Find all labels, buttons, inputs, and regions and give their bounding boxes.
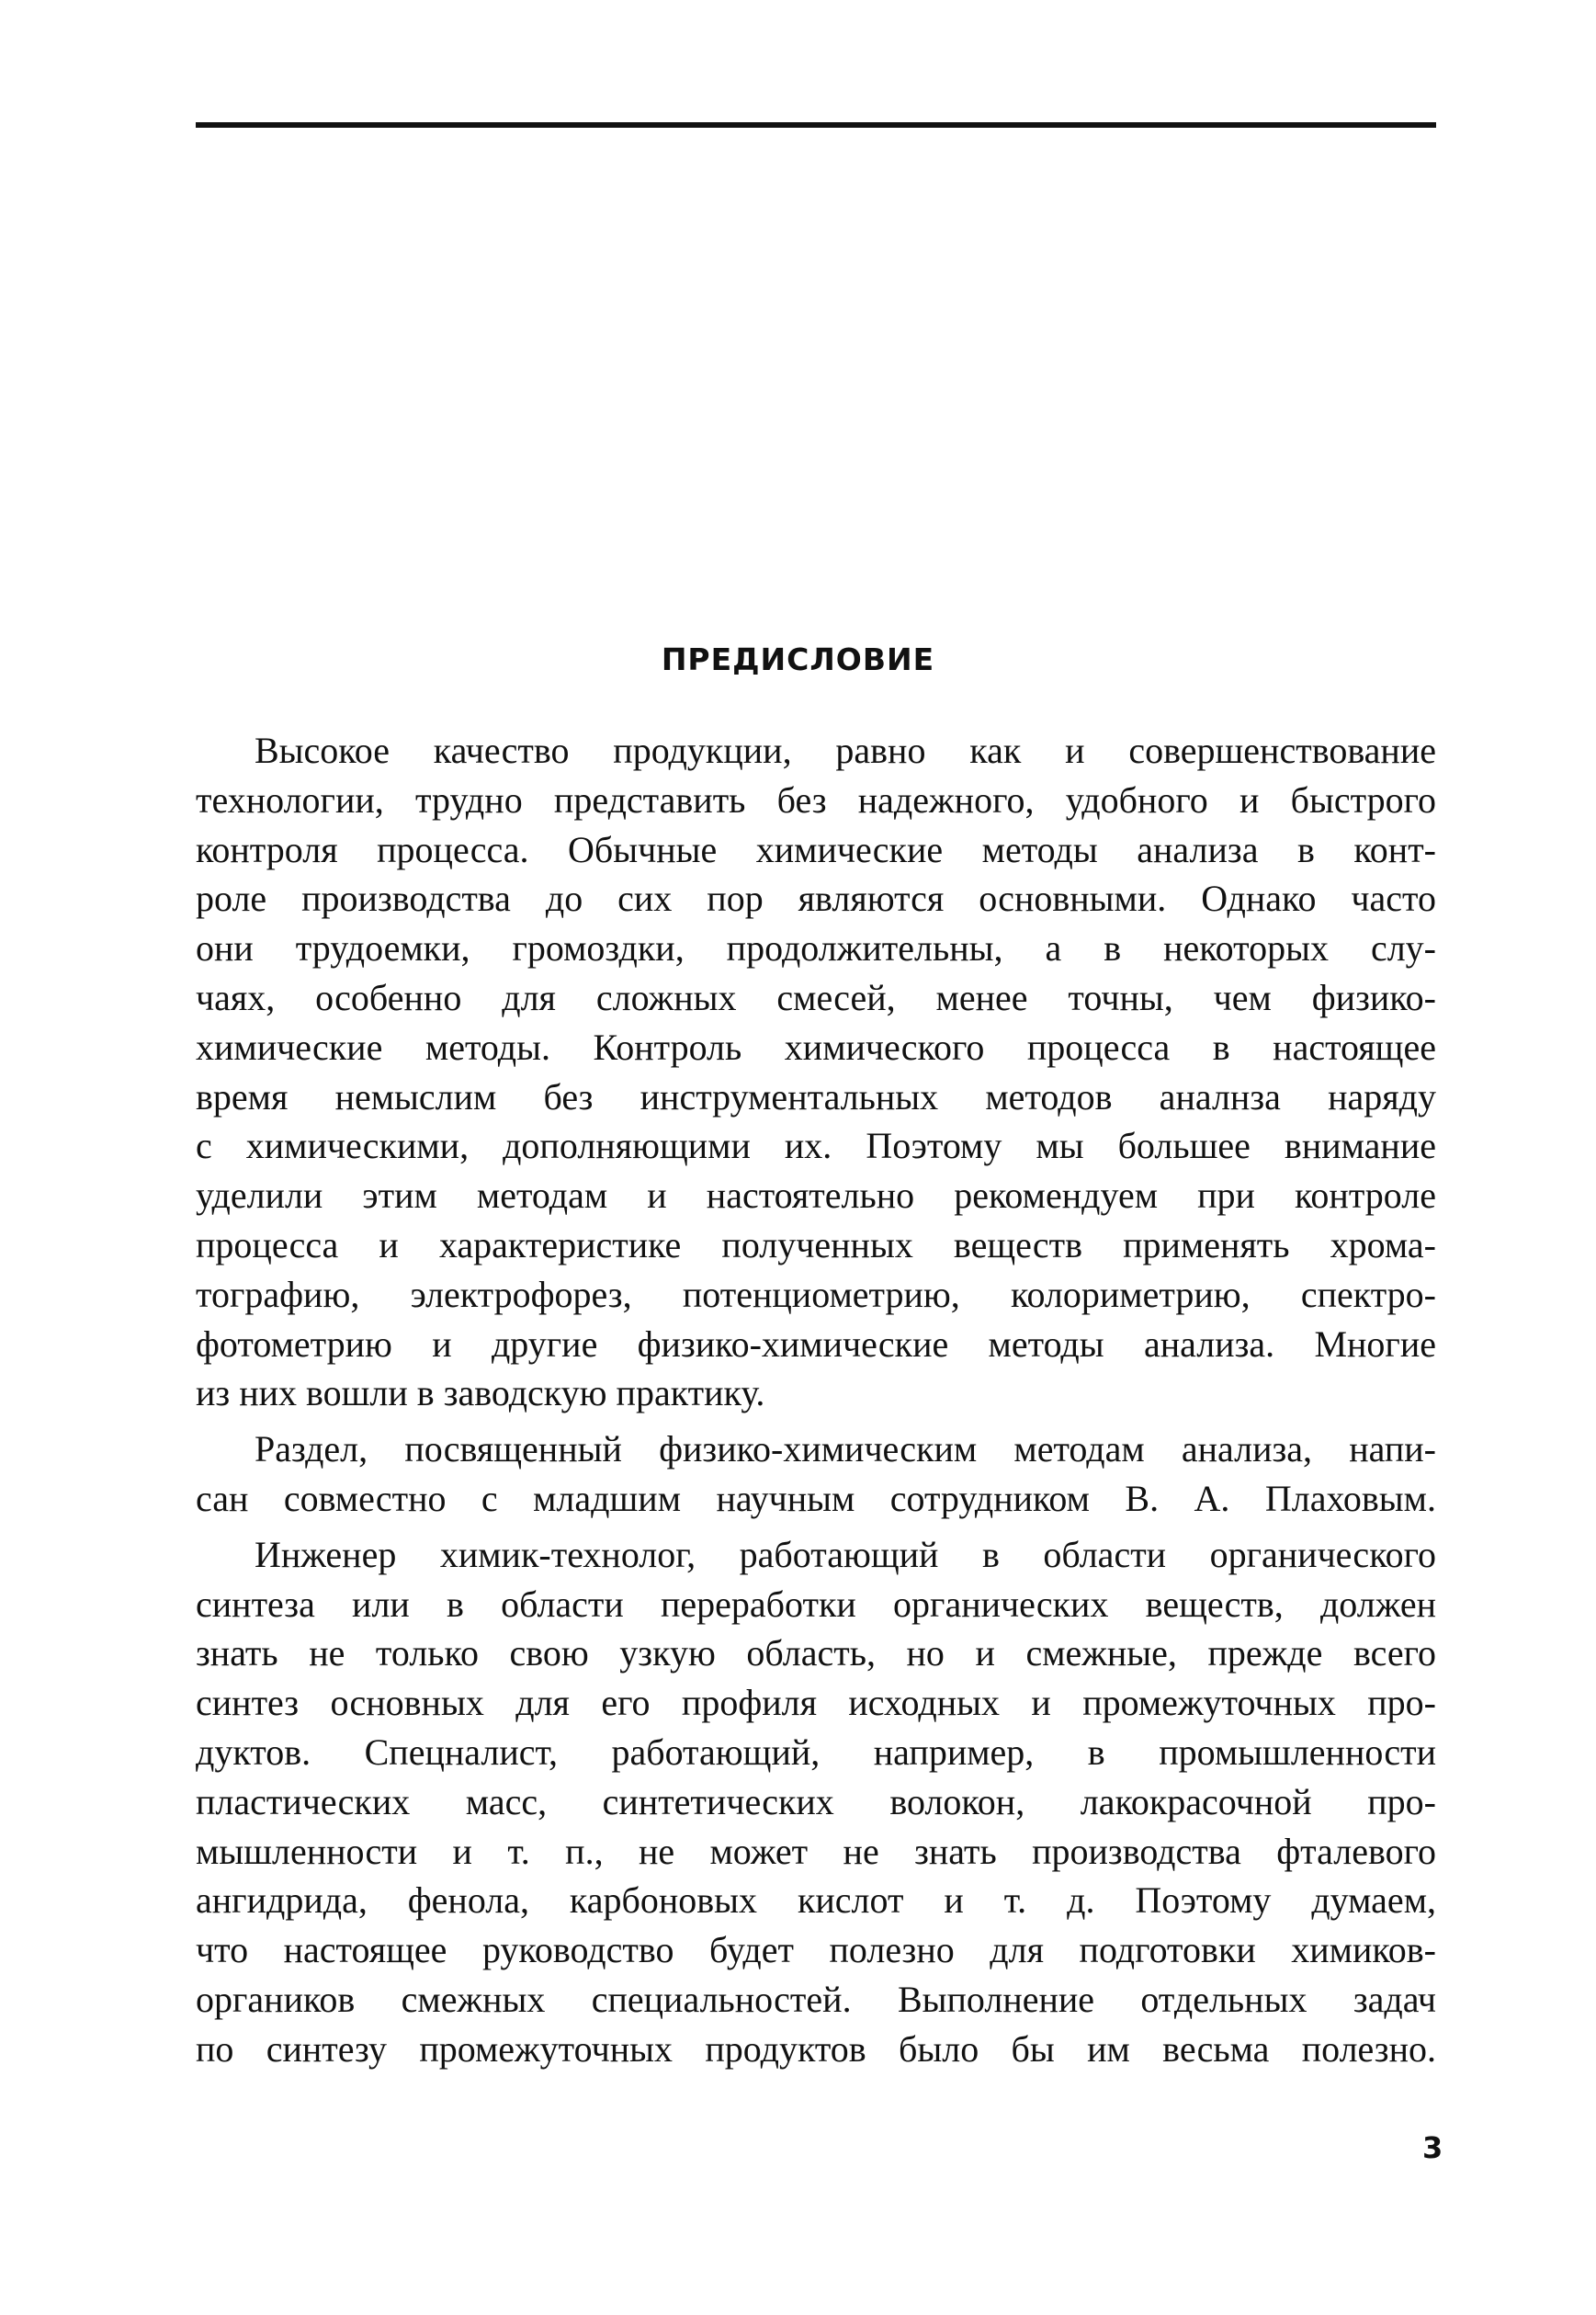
text-line: технологии, трудно представить без надежного, удобного и быстрого [196, 778, 1436, 821]
page-heading: ПРЕДИСЛОВИЕ [661, 641, 935, 677]
preface-body [196, 726, 1436, 2074]
text-line: фотометрию и другие физико-химические методы анализа. Многие [196, 1322, 1436, 1365]
text-line: контроля процесса. Обычные химические методы анализа в конт- [196, 828, 1436, 870]
text-line: Раздел, посвященный физико-химическим методам анализа, напи- [255, 1428, 1436, 1470]
text-line: что настоящее руководство будет полезно для подготовки химиков- [196, 1929, 1436, 1971]
text-line: время немыслим без инструментальных методов аналнза наряду [196, 1075, 1436, 1118]
text-line: пластических масс, синтетических волокон, лакокрасочной про- [196, 1780, 1436, 1822]
text-line: синтез основных для его профиля исходных и промежуточных про- [196, 1682, 1436, 1724]
text-line: мышленности и т. п., не может не знать производства фталевого [196, 1830, 1436, 1872]
text-line: ангидрида, фенола, карбоновых кислот и т. д. Поэтому думаем, [196, 1879, 1436, 1922]
paragraph-3 [196, 1530, 1436, 2074]
text-line: Инженер химик-технолог, работающий в области органического [255, 1533, 1436, 1575]
text-line: химические методы. Контроль химического процесса в настоящее [196, 1026, 1436, 1068]
paragraph-2 [196, 1424, 1436, 1524]
text-line: чаях, особенно для сложных смесей, менее точны, чем физико- [196, 976, 1436, 1018]
text-line: органиков смежных специальностей. Выполнение отдельных задач [196, 1978, 1436, 2020]
paragraph-1 [196, 726, 1436, 1418]
page-number: 3 [1422, 2130, 1443, 2165]
text-line: с химическими, дополняющими их. Поэтому мы большее внимание [196, 1125, 1436, 1167]
text-line: по синтезу промежуточных продуктов было бы им весьма полезно. [196, 2027, 1436, 2070]
text-line: сан совместно с младшим научным сотрудником В. А. Плаховым. [196, 1477, 1436, 1519]
text-line: они трудоемки, громоздки, продолжительны, а в некоторых слу- [196, 927, 1436, 970]
text-line: уделили этим методам и настоятельно рекомендуем при контроле [196, 1175, 1436, 1217]
text-line: синтеза или в области переработки органических веществ, должен [196, 1583, 1436, 1625]
top-rule [196, 122, 1436, 128]
text-line: Высокое качество продукции, равно как и совершенствование [255, 730, 1436, 771]
text-line: процесса и характеристике полученных веществ применять хрома- [196, 1223, 1436, 1265]
text-line: знать не только свою узкую область, но и смежные, прежде всего [196, 1632, 1436, 1674]
text-line: роле производства до сих пор являются основными. Однако часто [196, 878, 1436, 920]
text-line: дуктов. Спецналист, работающий, например, в промышленности [196, 1731, 1436, 1773]
text-line: тографию, электрофорез, потенциометрию, колориметрию, спектро- [196, 1273, 1436, 1315]
text-line: из них вошли в заводскую практику. [196, 1372, 765, 1414]
